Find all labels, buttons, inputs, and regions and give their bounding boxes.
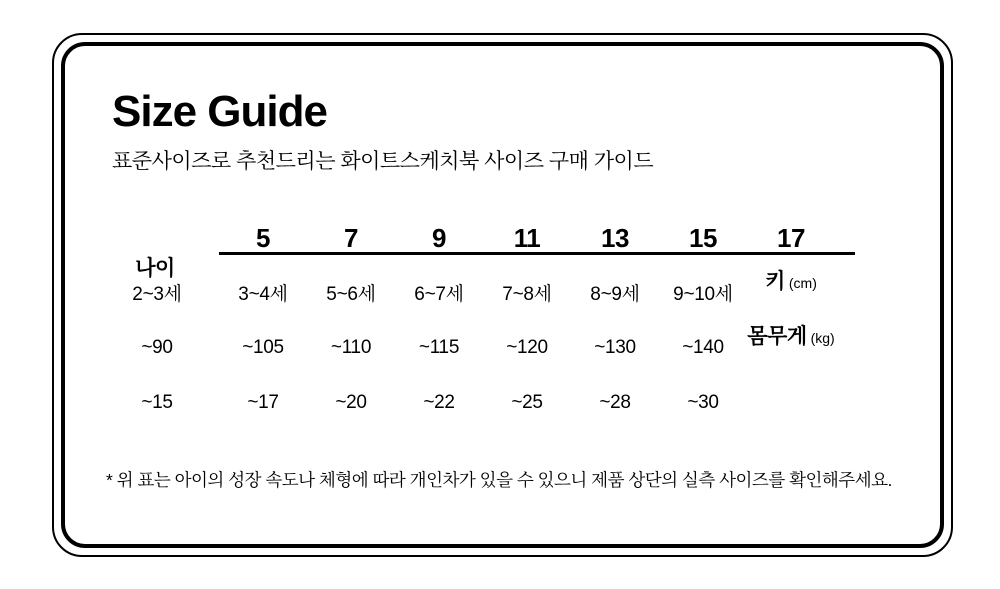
table-cell-height-5: ~120: [506, 336, 548, 358]
table-cell-weight-7: ~30: [687, 391, 719, 413]
size-guide-content: [65, 46, 940, 544]
page-title: Size Guide: [112, 87, 327, 136]
table-cell-age-1: 2~3세: [132, 284, 182, 306]
table-cell-age-3: 5~6세: [326, 284, 376, 306]
column-header-6: 15: [689, 222, 717, 253]
table-cell-weight-6: ~28: [599, 391, 631, 413]
table-cell-height-3: ~110: [330, 336, 372, 358]
row-label-text: 나이: [135, 257, 175, 281]
row-label-age: [95, 252, 219, 281]
table-cell-age-5: 7~8세: [502, 284, 552, 306]
table-cell-age-2: 3~4세: [238, 284, 288, 306]
row-unit-text: (cm): [788, 275, 817, 292]
table-cell-height-7: ~140: [682, 336, 724, 358]
header-gap: [95, 255, 835, 265]
column-header-7: 17: [777, 222, 805, 253]
row-label-text: 몸무게: [747, 325, 807, 349]
corner-spacer: [95, 224, 219, 252]
table-cell-height-4: ~115: [418, 336, 460, 358]
column-header-2: 7: [344, 222, 358, 253]
table-cell-height-6: ~130: [594, 336, 636, 358]
table-cell-weight-4: ~22: [423, 391, 455, 413]
table-cell-weight-2: ~17: [247, 391, 279, 413]
table-cell-age-7: 9~10세: [673, 284, 733, 306]
table-cell-weight-5: ~25: [511, 391, 543, 413]
table-cell-weight-3: ~20: [335, 391, 367, 413]
row-label-text: 키: [765, 270, 785, 294]
footnote: * 위 표는 아이의 성장 속도나 체형에 따라 개인차가 있을 수 있으니 제품 상단의 실측 사이즈를 확인해주세요.: [106, 470, 892, 491]
column-header-1: 5: [256, 222, 270, 253]
table-cell-height-1: ~90: [141, 336, 173, 358]
size-guide-outer-frame: [52, 33, 953, 557]
page-subtitle: 표준사이즈로 추천드리는 화이트스케치북 사이즈 구매 가이드: [112, 150, 654, 173]
table-cell-height-2: ~105: [242, 336, 284, 358]
size-table: [95, 224, 835, 430]
column-header-5: 13: [601, 222, 629, 253]
column-header-4: 11: [513, 222, 541, 253]
row-label-weight: [747, 320, 835, 375]
table-cell-weight-1: ~15: [141, 391, 173, 413]
column-header-3: 9: [432, 222, 446, 253]
row-label-height: [747, 265, 835, 320]
table-cell-age-4: 6~7세: [414, 284, 464, 306]
row-unit-text: (kg): [810, 330, 835, 347]
table-cell-age-6: 8~9세: [590, 284, 640, 306]
size-guide-inner-frame: [61, 42, 944, 548]
